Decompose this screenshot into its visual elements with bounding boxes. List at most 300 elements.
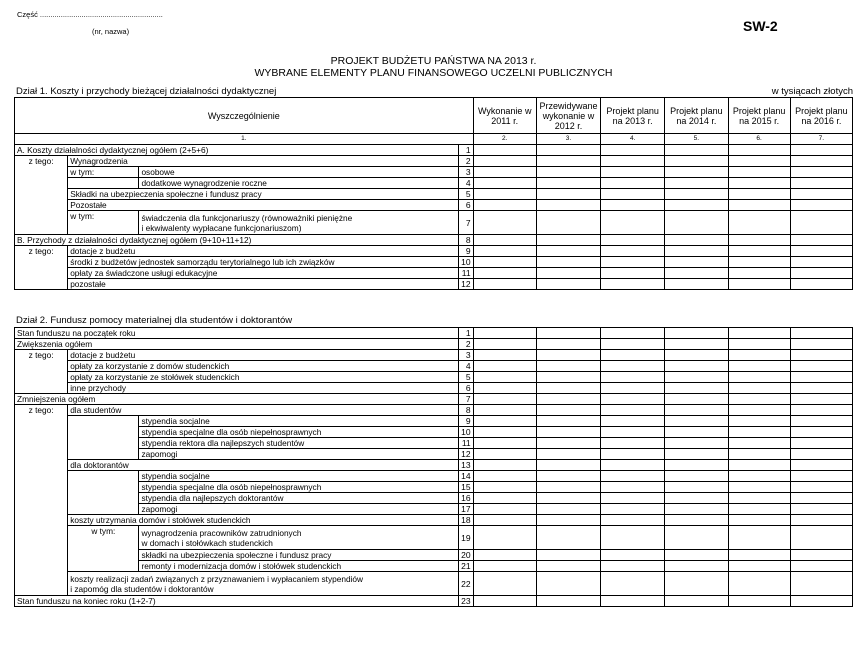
value-cell[interactable] xyxy=(728,211,790,235)
value-cell[interactable] xyxy=(790,257,852,268)
value-cell[interactable] xyxy=(536,460,600,471)
value-cell[interactable] xyxy=(601,504,665,515)
value-cell[interactable] xyxy=(665,449,728,460)
section1-table xyxy=(14,97,853,290)
row-number: 8 xyxy=(458,235,473,246)
value-cell[interactable] xyxy=(728,383,790,394)
row-number: 1 xyxy=(458,145,473,156)
row-label: stypendia socjalne xyxy=(139,471,458,482)
value-cell[interactable] xyxy=(536,561,600,572)
value-cell[interactable] xyxy=(790,405,852,416)
indent-cell xyxy=(15,416,68,427)
value-cell[interactable] xyxy=(790,211,852,235)
indent-cell xyxy=(68,416,139,427)
value-cell[interactable] xyxy=(728,257,790,268)
value-cell[interactable] xyxy=(728,416,790,427)
value-cell[interactable] xyxy=(601,596,665,607)
value-cell[interactable] xyxy=(473,526,536,550)
value-cell[interactable] xyxy=(536,471,600,482)
value-cell[interactable] xyxy=(665,482,728,493)
value-cell[interactable] xyxy=(473,427,536,438)
value-cell[interactable] xyxy=(601,550,665,561)
value-cell[interactable] xyxy=(536,427,600,438)
value-cell[interactable] xyxy=(473,383,536,394)
value-cell[interactable] xyxy=(665,504,728,515)
value-cell[interactable] xyxy=(536,339,600,350)
row-label: składki na ubezpieczenia społeczne i fundusz pracy xyxy=(139,550,458,561)
row-number: 12 xyxy=(458,279,473,290)
value-cell[interactable] xyxy=(665,167,728,178)
value-cell[interactable] xyxy=(665,246,728,257)
value-cell[interactable] xyxy=(601,145,665,156)
row-label: dodatkowe wynagrodzenie roczne xyxy=(139,178,458,189)
row-number: 4 xyxy=(458,361,473,372)
row-label: opłaty za korzystanie z domów studenckich xyxy=(68,361,458,372)
value-cell[interactable] xyxy=(728,460,790,471)
indent-cell xyxy=(15,383,68,394)
row-number: 18 xyxy=(458,515,473,526)
value-cell[interactable] xyxy=(473,493,536,504)
w-tym-label: w tym: xyxy=(68,211,139,235)
value-cell[interactable] xyxy=(601,235,665,246)
value-cell[interactable] xyxy=(728,279,790,290)
value-cell[interactable] xyxy=(728,268,790,279)
indent-cell xyxy=(68,550,139,561)
indent-cell xyxy=(15,427,68,438)
value-cell[interactable] xyxy=(790,167,852,178)
value-cell[interactable] xyxy=(790,350,852,361)
value-cell[interactable] xyxy=(601,339,665,350)
value-cell[interactable] xyxy=(473,268,536,279)
value-cell[interactable] xyxy=(665,493,728,504)
col-number: 2. xyxy=(473,134,536,145)
value-cell[interactable] xyxy=(665,471,728,482)
value-cell[interactable] xyxy=(728,145,790,156)
value-cell[interactable] xyxy=(536,372,600,383)
value-cell[interactable] xyxy=(473,257,536,268)
header-c5: Projekt planu na 2014 r. xyxy=(665,98,728,134)
row-number: 9 xyxy=(458,246,473,257)
indent-cell xyxy=(15,189,68,200)
value-cell[interactable] xyxy=(473,279,536,290)
indent-cell xyxy=(15,279,68,290)
value-cell[interactable] xyxy=(728,561,790,572)
value-cell[interactable] xyxy=(728,471,790,482)
value-cell[interactable] xyxy=(536,235,600,246)
value-cell[interactable] xyxy=(473,394,536,405)
value-cell[interactable] xyxy=(473,416,536,427)
row-number: 16 xyxy=(458,493,473,504)
value-cell[interactable] xyxy=(728,526,790,550)
value-cell[interactable] xyxy=(790,235,852,246)
value-cell[interactable] xyxy=(665,328,728,339)
value-cell[interactable] xyxy=(728,361,790,372)
value-cell[interactable] xyxy=(790,596,852,607)
value-cell[interactable] xyxy=(536,200,600,211)
value-cell[interactable] xyxy=(601,200,665,211)
value-cell[interactable] xyxy=(536,596,600,607)
value-cell[interactable] xyxy=(536,449,600,460)
value-cell[interactable] xyxy=(790,427,852,438)
row-number: 2 xyxy=(458,156,473,167)
w-tym-label: w tym: xyxy=(68,526,139,550)
row-number: 11 xyxy=(458,268,473,279)
value-cell[interactable] xyxy=(790,200,852,211)
value-cell[interactable] xyxy=(665,416,728,427)
value-cell[interactable] xyxy=(665,460,728,471)
value-cell[interactable] xyxy=(665,235,728,246)
row-number: 22 xyxy=(458,572,473,596)
col-number: 6. xyxy=(728,134,790,145)
value-cell[interactable] xyxy=(728,189,790,200)
row-label-multiline xyxy=(139,526,458,550)
value-cell[interactable] xyxy=(601,350,665,361)
row-number: 7 xyxy=(458,211,473,235)
value-cell[interactable] xyxy=(601,493,665,504)
indent-cell xyxy=(15,372,68,383)
row-number: 6 xyxy=(458,200,473,211)
value-cell[interactable] xyxy=(665,438,728,449)
value-cell[interactable] xyxy=(790,416,852,427)
header-c7: Projekt planu na 2016 r. xyxy=(790,98,852,134)
value-cell[interactable] xyxy=(790,372,852,383)
value-cell[interactable] xyxy=(473,156,536,167)
value-cell[interactable] xyxy=(601,279,665,290)
value-cell[interactable] xyxy=(790,550,852,561)
row-number: 4 xyxy=(458,178,473,189)
row-number: 5 xyxy=(458,372,473,383)
value-cell[interactable] xyxy=(473,361,536,372)
value-cell[interactable] xyxy=(536,515,600,526)
value-cell[interactable] xyxy=(790,328,852,339)
z-tego-label: z tego: xyxy=(15,156,68,167)
value-cell[interactable] xyxy=(473,561,536,572)
value-cell[interactable] xyxy=(728,339,790,350)
value-cell[interactable] xyxy=(601,561,665,572)
value-cell[interactable] xyxy=(728,572,790,596)
indent-cell xyxy=(15,550,68,561)
value-cell[interactable] xyxy=(601,211,665,235)
value-cell[interactable] xyxy=(665,200,728,211)
value-cell[interactable] xyxy=(601,189,665,200)
row-label: B. Przychody z działalności dydaktycznej ogółem (9+10+11+12) xyxy=(15,235,459,246)
value-cell[interactable] xyxy=(536,383,600,394)
value-cell[interactable] xyxy=(601,257,665,268)
value-cell[interactable] xyxy=(601,372,665,383)
value-cell[interactable] xyxy=(473,246,536,257)
value-cell[interactable] xyxy=(536,350,600,361)
value-cell[interactable] xyxy=(473,449,536,460)
value-cell[interactable] xyxy=(536,394,600,405)
value-cell[interactable] xyxy=(601,178,665,189)
value-cell[interactable] xyxy=(790,268,852,279)
value-cell[interactable] xyxy=(790,178,852,189)
value-cell[interactable] xyxy=(601,416,665,427)
value-cell[interactable] xyxy=(728,328,790,339)
value-cell[interactable] xyxy=(473,200,536,211)
value-cell[interactable] xyxy=(728,167,790,178)
value-cell[interactable] xyxy=(536,178,600,189)
value-cell[interactable] xyxy=(473,596,536,607)
row-label: stypendia rektora dla najlepszych studentów xyxy=(139,438,458,449)
row-label: zapomogi xyxy=(139,504,458,515)
value-cell[interactable] xyxy=(665,189,728,200)
value-cell[interactable] xyxy=(728,427,790,438)
value-cell[interactable] xyxy=(728,449,790,460)
row-number: 17 xyxy=(458,504,473,515)
value-cell[interactable] xyxy=(665,350,728,361)
value-cell[interactable] xyxy=(601,427,665,438)
indent-cell xyxy=(15,526,68,550)
row-number: 12 xyxy=(458,449,473,460)
value-cell[interactable] xyxy=(473,211,536,235)
value-cell[interactable] xyxy=(665,383,728,394)
value-cell[interactable] xyxy=(601,526,665,550)
value-cell[interactable] xyxy=(790,394,852,405)
value-cell[interactable] xyxy=(601,460,665,471)
value-cell[interactable] xyxy=(473,339,536,350)
value-cell[interactable] xyxy=(665,268,728,279)
value-cell[interactable] xyxy=(473,235,536,246)
value-cell[interactable] xyxy=(728,350,790,361)
value-cell[interactable] xyxy=(536,328,600,339)
value-cell[interactable] xyxy=(601,515,665,526)
row-label: Zwiększenia ogółem xyxy=(15,339,459,350)
row-label-multiline xyxy=(139,211,458,235)
value-cell[interactable] xyxy=(536,504,600,515)
row-label: pozostałe xyxy=(68,279,458,290)
value-cell[interactable] xyxy=(473,572,536,596)
row-label-line: i ekwiwalenty wypłacane funkcjonariuszom) xyxy=(141,222,302,233)
header-c4: Projekt planu na 2013 r. xyxy=(601,98,665,134)
value-cell[interactable] xyxy=(473,515,536,526)
value-cell[interactable] xyxy=(601,438,665,449)
value-cell[interactable] xyxy=(473,189,536,200)
value-cell[interactable] xyxy=(728,482,790,493)
value-cell[interactable] xyxy=(665,550,728,561)
row-number: 1 xyxy=(458,328,473,339)
value-cell[interactable] xyxy=(790,145,852,156)
header-spec: Wyszczególnienie xyxy=(15,98,474,134)
value-cell[interactable] xyxy=(790,460,852,471)
value-cell[interactable] xyxy=(536,405,600,416)
indent-cell xyxy=(68,504,139,515)
value-cell[interactable] xyxy=(536,572,600,596)
value-cell[interactable] xyxy=(728,515,790,526)
value-cell[interactable] xyxy=(473,178,536,189)
value-cell[interactable] xyxy=(536,438,600,449)
value-cell[interactable] xyxy=(601,449,665,460)
indent-cell xyxy=(68,471,139,482)
header-c2: Wykonanie w 2011 r. xyxy=(473,98,536,134)
value-cell[interactable] xyxy=(665,572,728,596)
row-label: stypendia specjalne dla osób niepełnosprawnych xyxy=(139,482,458,493)
value-cell[interactable] xyxy=(728,246,790,257)
value-cell[interactable] xyxy=(601,482,665,493)
row-label: Wynagrodzenia xyxy=(68,156,458,167)
indent-cell xyxy=(15,515,68,526)
value-cell[interactable] xyxy=(536,189,600,200)
row-number: 3 xyxy=(458,350,473,361)
indent-cell xyxy=(15,493,68,504)
value-cell[interactable] xyxy=(790,561,852,572)
value-cell[interactable] xyxy=(536,156,600,167)
row-label-line: i zapomóg dla studentów i doktorantów xyxy=(70,583,214,594)
indent-cell xyxy=(68,449,139,460)
value-cell[interactable] xyxy=(536,361,600,372)
row-label: stypendia dla najlepszych doktorantów xyxy=(139,493,458,504)
value-cell[interactable] xyxy=(536,416,600,427)
row-label: środki z budżetów jednostek samorządu terytorialnego lub ich związków xyxy=(68,257,458,268)
value-cell[interactable] xyxy=(728,596,790,607)
value-cell[interactable] xyxy=(665,257,728,268)
value-cell[interactable] xyxy=(790,438,852,449)
value-cell[interactable] xyxy=(536,246,600,257)
value-cell[interactable] xyxy=(473,405,536,416)
value-cell[interactable] xyxy=(601,394,665,405)
row-label-line: świadczenia dla funkcjonariuszy (równoważniki pieniężne xyxy=(141,212,353,223)
value-cell[interactable] xyxy=(601,246,665,257)
value-cell[interactable] xyxy=(601,383,665,394)
value-cell[interactable] xyxy=(665,178,728,189)
value-cell[interactable] xyxy=(536,268,600,279)
row-number: 20 xyxy=(458,550,473,561)
row-number: 6 xyxy=(458,383,473,394)
value-cell[interactable] xyxy=(790,383,852,394)
value-cell[interactable] xyxy=(728,178,790,189)
value-cell[interactable] xyxy=(728,200,790,211)
row-number: 10 xyxy=(458,427,473,438)
row-label: stypendia socjalne xyxy=(139,416,458,427)
row-number: 8 xyxy=(458,405,473,416)
value-cell[interactable] xyxy=(790,156,852,167)
value-cell[interactable] xyxy=(473,145,536,156)
value-cell[interactable] xyxy=(536,526,600,550)
value-cell[interactable] xyxy=(601,328,665,339)
value-cell[interactable] xyxy=(601,268,665,279)
value-cell[interactable] xyxy=(536,279,600,290)
value-cell[interactable] xyxy=(728,504,790,515)
value-cell[interactable] xyxy=(790,504,852,515)
value-cell[interactable] xyxy=(536,145,600,156)
value-cell[interactable] xyxy=(728,405,790,416)
value-cell[interactable] xyxy=(728,438,790,449)
value-cell[interactable] xyxy=(790,189,852,200)
value-cell[interactable] xyxy=(601,405,665,416)
value-cell[interactable] xyxy=(665,145,728,156)
value-cell[interactable] xyxy=(790,449,852,460)
value-cell[interactable] xyxy=(601,156,665,167)
value-cell[interactable] xyxy=(536,493,600,504)
indent-cell xyxy=(68,493,139,504)
value-cell[interactable] xyxy=(790,279,852,290)
value-cell[interactable] xyxy=(536,550,600,561)
row-label: A. Koszty działalności dydaktycznej ogółem (2+5+6) xyxy=(15,145,459,156)
value-cell[interactable] xyxy=(790,339,852,350)
value-cell[interactable] xyxy=(665,279,728,290)
indent-cell xyxy=(15,572,68,596)
value-cell[interactable] xyxy=(665,156,728,167)
value-cell[interactable] xyxy=(728,394,790,405)
value-cell[interactable] xyxy=(790,572,852,596)
value-cell[interactable] xyxy=(473,504,536,515)
value-cell[interactable] xyxy=(665,339,728,350)
value-cell[interactable] xyxy=(790,493,852,504)
row-label: Stan funduszu na początek roku xyxy=(15,328,459,339)
row-label: dla studentów xyxy=(68,405,458,416)
value-cell[interactable] xyxy=(473,328,536,339)
value-cell[interactable] xyxy=(790,526,852,550)
value-cell[interactable] xyxy=(665,361,728,372)
row-label: Zmniejszenia ogółem xyxy=(15,394,459,405)
indent-cell xyxy=(15,482,68,493)
value-cell[interactable] xyxy=(665,372,728,383)
row-number: 11 xyxy=(458,438,473,449)
row-number: 9 xyxy=(458,416,473,427)
value-cell[interactable] xyxy=(665,515,728,526)
indent-cell xyxy=(15,268,68,279)
value-cell[interactable] xyxy=(601,361,665,372)
value-cell[interactable] xyxy=(728,550,790,561)
value-cell[interactable] xyxy=(473,471,536,482)
header-c3: Przewidywane wykonanie w 2012 r. xyxy=(536,98,600,134)
value-cell[interactable] xyxy=(728,493,790,504)
row-label: remonty i modernizacja domów i stołówek studenckich xyxy=(139,561,458,572)
value-cell[interactable] xyxy=(536,482,600,493)
value-cell[interactable] xyxy=(665,394,728,405)
value-cell[interactable] xyxy=(473,460,536,471)
value-cell[interactable] xyxy=(601,572,665,596)
value-cell[interactable] xyxy=(728,372,790,383)
row-number: 7 xyxy=(458,394,473,405)
value-cell[interactable] xyxy=(728,156,790,167)
value-cell[interactable] xyxy=(473,550,536,561)
value-cell[interactable] xyxy=(665,427,728,438)
value-cell[interactable] xyxy=(790,482,852,493)
value-cell[interactable] xyxy=(665,596,728,607)
value-cell[interactable] xyxy=(790,361,852,372)
value-cell[interactable] xyxy=(536,257,600,268)
value-cell[interactable] xyxy=(473,350,536,361)
value-cell[interactable] xyxy=(665,211,728,235)
row-number: 3 xyxy=(458,167,473,178)
value-cell[interactable] xyxy=(601,471,665,482)
value-cell[interactable] xyxy=(473,167,536,178)
value-cell[interactable] xyxy=(665,405,728,416)
indent-cell xyxy=(15,438,68,449)
value-cell[interactable] xyxy=(728,235,790,246)
value-cell[interactable] xyxy=(790,515,852,526)
row-label: dotacje z budżetu xyxy=(68,246,458,257)
section2-table xyxy=(14,327,853,607)
indent-cell xyxy=(68,561,139,572)
form-title-line2: WYBRANE ELEMENTY PLANU FINANSOWEGO UCZELNI PUBLICZNYCH xyxy=(254,67,613,79)
value-cell[interactable] xyxy=(536,167,600,178)
value-cell[interactable] xyxy=(473,438,536,449)
value-cell[interactable] xyxy=(473,482,536,493)
indent-cell xyxy=(15,361,68,372)
form-code: SW-2 xyxy=(743,18,778,34)
row-label: zapomogi xyxy=(139,449,458,460)
indent-cell xyxy=(68,178,139,189)
value-cell[interactable] xyxy=(536,211,600,235)
value-cell[interactable] xyxy=(665,526,728,550)
value-cell[interactable] xyxy=(665,561,728,572)
value-cell[interactable] xyxy=(473,372,536,383)
value-cell[interactable] xyxy=(790,471,852,482)
value-cell[interactable] xyxy=(790,246,852,257)
value-cell[interactable] xyxy=(601,167,665,178)
